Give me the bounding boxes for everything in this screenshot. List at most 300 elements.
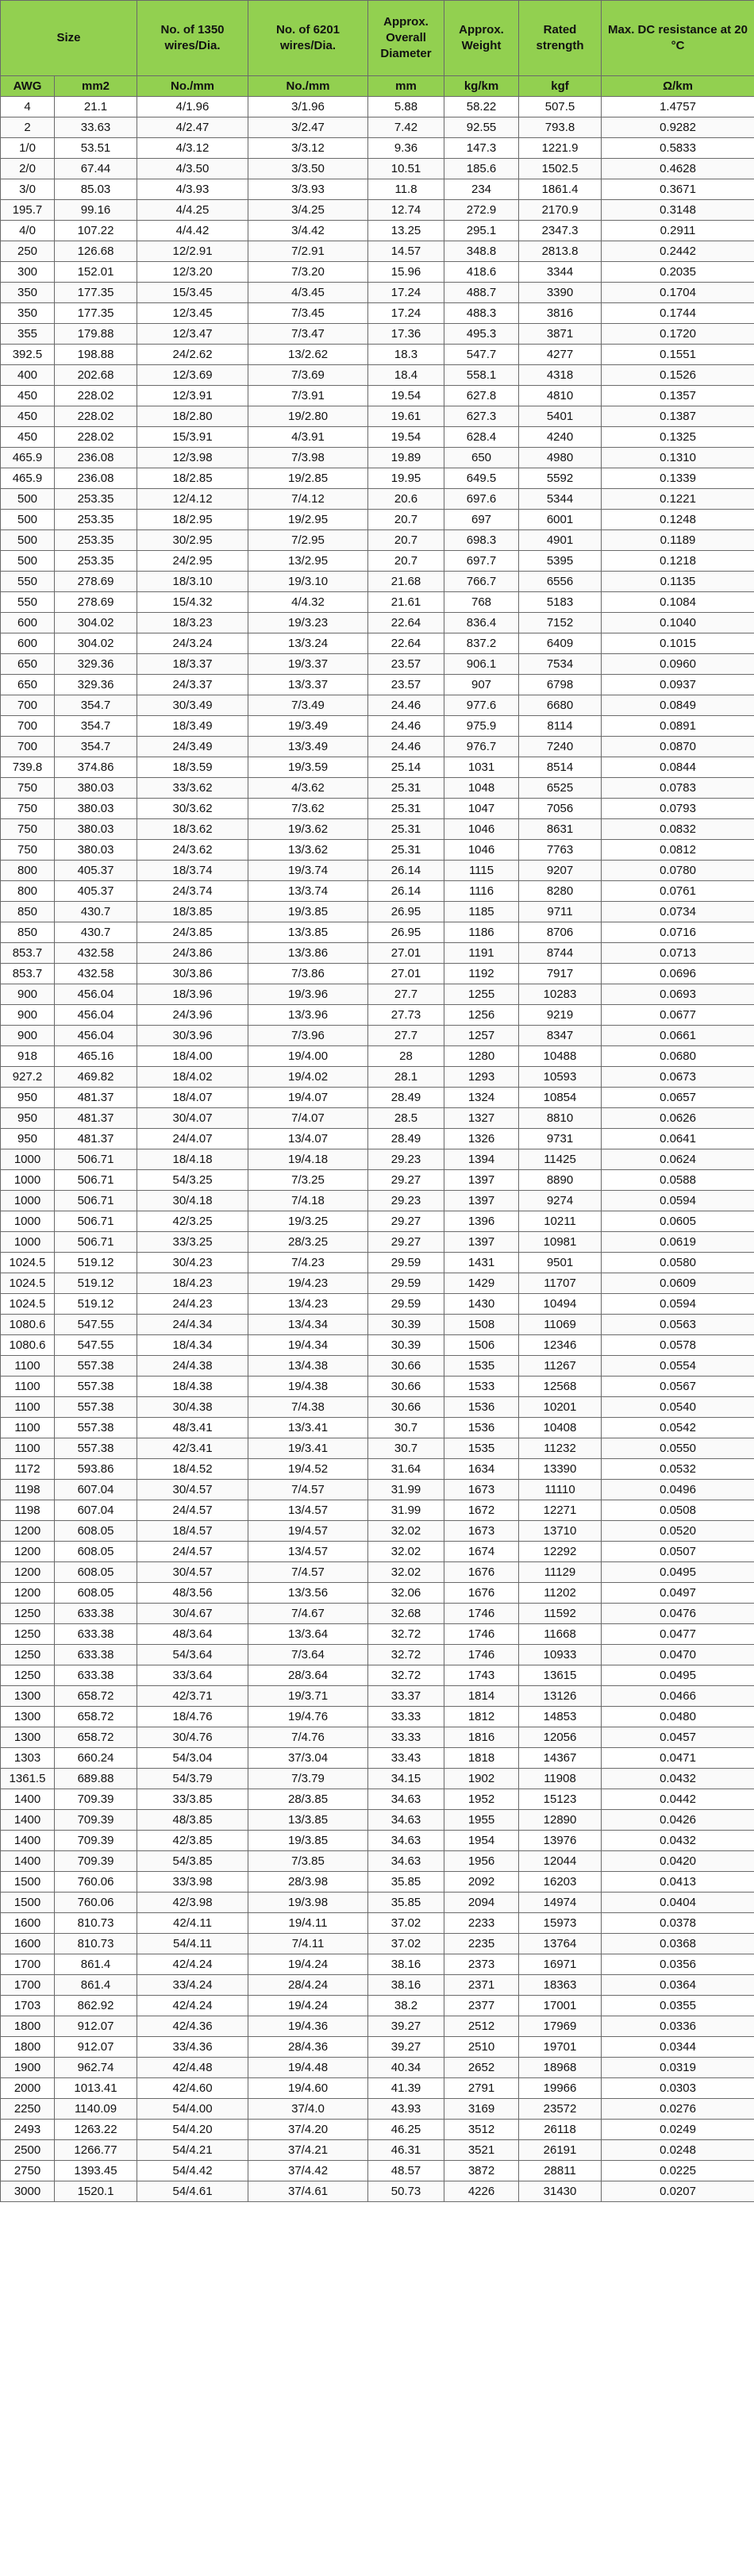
cell-resistance: 0.1387 (602, 406, 754, 427)
cell-mm2: 456.04 (55, 984, 137, 1005)
cell-wires-6201: 19/4.38 (248, 1377, 368, 1397)
table-row (1, 633, 754, 654)
cell-wires-6201: 7/3.25 (248, 1170, 368, 1191)
cell-awg: 1200 (1, 1521, 55, 1542)
table-row (1, 778, 754, 799)
cell-weight: 1536 (444, 1397, 519, 1418)
cell-diameter: 39.27 (368, 2037, 444, 2058)
cell-weight: 1536 (444, 1418, 519, 1438)
cell-wires-6201: 7/3.20 (248, 262, 368, 283)
cell-awg: 1200 (1, 1542, 55, 1562)
cell-awg: 800 (1, 861, 55, 881)
cell-wires-6201: 37/4.61 (248, 2181, 368, 2202)
table-row (1, 1562, 754, 1583)
cell-wires-1350: 24/4.34 (137, 1315, 248, 1335)
cell-resistance: 0.0495 (602, 1665, 754, 1686)
table-row (1, 1026, 754, 1046)
cell-mm2: 430.7 (55, 902, 137, 922)
cell-wires-6201: 3/2.47 (248, 117, 368, 138)
cell-mm2: 760.06 (55, 1872, 137, 1893)
cell-strength: 31430 (519, 2181, 602, 2202)
cell-wires-1350: 33/4.36 (137, 2037, 248, 2058)
cell-mm2: 1263.22 (55, 2120, 137, 2140)
cell-strength: 4810 (519, 386, 602, 406)
cell-weight: 92.55 (444, 117, 519, 138)
cell-mm2: 658.72 (55, 1707, 137, 1727)
cell-mm2: 861.4 (55, 1954, 137, 1975)
cell-wires-1350: 54/3.79 (137, 1769, 248, 1789)
cell-mm2: 709.39 (55, 1789, 137, 1810)
cell-mm2: 278.69 (55, 592, 137, 613)
table-row (1, 984, 754, 1005)
table-row (1, 1232, 754, 1253)
cell-awg: 800 (1, 881, 55, 902)
cell-mm2: 660.24 (55, 1748, 137, 1769)
cell-diameter: 32.72 (368, 1665, 444, 1686)
table-row (1, 324, 754, 345)
table-row (1, 613, 754, 633)
cell-strength: 4240 (519, 427, 602, 448)
cell-awg: 1250 (1, 1604, 55, 1624)
cell-resistance: 0.0355 (602, 1996, 754, 2016)
table-row (1, 159, 754, 179)
cell-awg: 350 (1, 303, 55, 324)
cell-weight: 1429 (444, 1273, 519, 1294)
table-row (1, 922, 754, 943)
table-row (1, 1294, 754, 1315)
table-row (1, 262, 754, 283)
table-row (1, 675, 754, 695)
cell-awg: 1800 (1, 2016, 55, 2037)
cell-wires-1350: 48/3.56 (137, 1583, 248, 1604)
cell-wires-1350: 54/4.20 (137, 2120, 248, 2140)
cell-mm2: 374.86 (55, 757, 137, 778)
cell-wires-6201: 7/3.69 (248, 365, 368, 386)
cell-mm2: 329.36 (55, 654, 137, 675)
cell-weight: 1506 (444, 1335, 519, 1356)
cell-mm2: 608.05 (55, 1521, 137, 1542)
cell-weight: 1676 (444, 1583, 519, 1604)
table-row (1, 2099, 754, 2120)
cell-resistance: 0.1189 (602, 530, 754, 551)
cell-diameter: 19.54 (368, 427, 444, 448)
cell-awg: 1361.5 (1, 1769, 55, 1789)
cell-strength: 12292 (519, 1542, 602, 1562)
cell-awg: 1024.5 (1, 1294, 55, 1315)
cell-awg: 1200 (1, 1583, 55, 1604)
cell-diameter: 17.24 (368, 303, 444, 324)
cell-awg: 500 (1, 510, 55, 530)
cell-weight: 697.7 (444, 551, 519, 572)
cell-mm2: 607.04 (55, 1500, 137, 1521)
cell-awg: 1300 (1, 1686, 55, 1707)
cell-weight: 1634 (444, 1459, 519, 1480)
cell-mm2: 1266.77 (55, 2140, 137, 2161)
cell-awg: 3/0 (1, 179, 55, 200)
cell-diameter: 19.95 (368, 468, 444, 489)
cell-mm2: 519.12 (55, 1273, 137, 1294)
cell-resistance: 0.0432 (602, 1769, 754, 1789)
cell-wires-6201: 7/2.95 (248, 530, 368, 551)
cell-wires-6201: 13/4.38 (248, 1356, 368, 1377)
cell-wires-1350: 12/3.91 (137, 386, 248, 406)
cell-resistance: 0.1084 (602, 592, 754, 613)
cell-weight: 906.1 (444, 654, 519, 675)
cell-awg: 450 (1, 406, 55, 427)
cell-awg: 1400 (1, 1851, 55, 1872)
cell-diameter: 23.57 (368, 675, 444, 695)
table-row (1, 1624, 754, 1645)
cell-strength: 26118 (519, 2120, 602, 2140)
cell-strength: 10488 (519, 1046, 602, 1067)
cell-resistance: 0.0432 (602, 1831, 754, 1851)
table-row (1, 1438, 754, 1459)
cell-diameter: 38.16 (368, 1975, 444, 1996)
cell-awg: 1900 (1, 2058, 55, 2078)
table-row (1, 1727, 754, 1748)
cell-weight: 348.8 (444, 241, 519, 262)
cell-diameter: 17.24 (368, 283, 444, 303)
cell-wires-6201: 7/4.76 (248, 1727, 368, 1748)
cell-resistance: 0.3671 (602, 179, 754, 200)
table-row (1, 179, 754, 200)
cell-weight: 1116 (444, 881, 519, 902)
cell-mm2: 506.71 (55, 1170, 137, 1191)
cell-wires-1350: 30/2.95 (137, 530, 248, 551)
cell-strength: 4901 (519, 530, 602, 551)
cell-wires-1350: 24/4.38 (137, 1356, 248, 1377)
cell-diameter: 30.7 (368, 1418, 444, 1438)
cell-awg: 1100 (1, 1438, 55, 1459)
cell-wires-1350: 54/3.64 (137, 1645, 248, 1665)
cell-mm2: 1520.1 (55, 2181, 137, 2202)
cell-strength: 5401 (519, 406, 602, 427)
cell-wires-1350: 15/3.45 (137, 283, 248, 303)
table-row (1, 448, 754, 468)
cell-wires-1350: 24/4.57 (137, 1500, 248, 1521)
cell-diameter: 11.8 (368, 179, 444, 200)
cell-wires-6201: 3/1.96 (248, 97, 368, 117)
cell-wires-1350: 24/4.23 (137, 1294, 248, 1315)
table-body (1, 97, 754, 2202)
cell-wires-6201: 7/3.85 (248, 1851, 368, 1872)
cell-diameter: 30.39 (368, 1335, 444, 1356)
table-row (1, 1954, 754, 1975)
cell-awg: 700 (1, 716, 55, 737)
cell-wires-6201: 19/3.41 (248, 1438, 368, 1459)
cell-wires-1350: 54/3.04 (137, 1748, 248, 1769)
cell-resistance: 0.0624 (602, 1149, 754, 1170)
cell-strength: 4318 (519, 365, 602, 386)
cell-wires-6201: 13/3.74 (248, 881, 368, 902)
cell-resistance: 0.1744 (602, 303, 754, 324)
cell-awg: 1100 (1, 1377, 55, 1397)
unit-kgf: kgf (519, 76, 602, 97)
header-strength: Rated strength (519, 1, 602, 76)
cell-weight: 837.2 (444, 633, 519, 654)
cell-wires-1350: 54/4.21 (137, 2140, 248, 2161)
table-row (1, 241, 754, 262)
cell-mm2: 99.16 (55, 200, 137, 221)
cell-resistance: 0.0832 (602, 819, 754, 840)
table-row (1, 737, 754, 757)
table-row (1, 1851, 754, 1872)
cell-awg: 1250 (1, 1665, 55, 1686)
cell-strength: 6409 (519, 633, 602, 654)
cell-wires-1350: 30/3.96 (137, 1026, 248, 1046)
cell-resistance: 0.0470 (602, 1645, 754, 1665)
cell-wires-1350: 54/4.61 (137, 2181, 248, 2202)
cell-resistance: 0.0378 (602, 1913, 754, 1934)
cell-awg: 1500 (1, 1893, 55, 1913)
cell-wires-1350: 15/3.91 (137, 427, 248, 448)
cell-strength: 9501 (519, 1253, 602, 1273)
cell-awg: 1400 (1, 1789, 55, 1810)
cell-strength: 2170.9 (519, 200, 602, 221)
cell-diameter: 22.64 (368, 633, 444, 654)
table-row (1, 1500, 754, 1521)
cell-wires-1350: 18/3.96 (137, 984, 248, 1005)
cell-resistance: 0.0303 (602, 2078, 754, 2099)
cell-diameter: 31.64 (368, 1459, 444, 1480)
cell-resistance: 0.1218 (602, 551, 754, 572)
cell-diameter: 32.02 (368, 1542, 444, 1562)
cell-strength: 7917 (519, 964, 602, 984)
cell-resistance: 0.0471 (602, 1748, 754, 1769)
cell-wires-6201: 7/4.57 (248, 1562, 368, 1583)
cell-awg: 1250 (1, 1624, 55, 1645)
cell-mm2: 608.05 (55, 1583, 137, 1604)
table-row (1, 510, 754, 530)
cell-weight: 1508 (444, 1315, 519, 1335)
cell-strength: 11425 (519, 1149, 602, 1170)
cell-weight: 1255 (444, 984, 519, 1005)
cell-weight: 1954 (444, 1831, 519, 1851)
cell-mm2: 354.7 (55, 737, 137, 757)
cell-diameter: 31.99 (368, 1480, 444, 1500)
cell-wires-6201: 37/3.04 (248, 1748, 368, 1769)
cell-resistance: 0.0677 (602, 1005, 754, 1026)
cell-resistance: 0.0507 (602, 1542, 754, 1562)
cell-resistance: 0.0734 (602, 902, 754, 922)
cell-resistance: 0.0619 (602, 1232, 754, 1253)
cell-mm2: 329.36 (55, 675, 137, 695)
cell-mm2: 709.39 (55, 1831, 137, 1851)
cell-resistance: 0.0605 (602, 1211, 754, 1232)
cell-resistance: 1.4757 (602, 97, 754, 117)
table-row (1, 964, 754, 984)
cell-resistance: 0.1310 (602, 448, 754, 468)
table-row (1, 2058, 754, 2078)
cell-mm2: 126.68 (55, 241, 137, 262)
cell-weight: 628.4 (444, 427, 519, 448)
cell-awg: 1000 (1, 1232, 55, 1253)
cell-weight: 1814 (444, 1686, 519, 1707)
cell-wires-1350: 12/4.12 (137, 489, 248, 510)
cell-strength: 8114 (519, 716, 602, 737)
table-row (1, 1335, 754, 1356)
cell-mm2: 862.92 (55, 1996, 137, 2016)
cell-wires-1350: 18/3.37 (137, 654, 248, 675)
cell-mm2: 547.55 (55, 1315, 137, 1335)
cell-wires-6201: 19/4.48 (248, 2058, 368, 2078)
cell-awg: 2493 (1, 2120, 55, 2140)
cell-weight: 2791 (444, 2078, 519, 2099)
cell-weight: 1676 (444, 1562, 519, 1583)
table-row (1, 427, 754, 448)
cell-wires-1350: 42/3.85 (137, 1831, 248, 1851)
cell-diameter: 37.02 (368, 1934, 444, 1954)
cell-weight: 2373 (444, 1954, 519, 1975)
cell-awg: 2000 (1, 2078, 55, 2099)
cell-strength: 6556 (519, 572, 602, 592)
cell-resistance: 0.0550 (602, 1438, 754, 1459)
cell-wires-1350: 30/4.57 (137, 1480, 248, 1500)
cell-resistance: 0.0578 (602, 1335, 754, 1356)
cell-awg: 1300 (1, 1727, 55, 1748)
cell-awg: 1800 (1, 2037, 55, 2058)
cell-mm2: 861.4 (55, 1975, 137, 1996)
cell-weight: 2510 (444, 2037, 519, 2058)
cell-wires-1350: 33/3.85 (137, 1789, 248, 1810)
cell-wires-1350: 24/4.07 (137, 1129, 248, 1149)
cell-resistance: 0.1551 (602, 345, 754, 365)
cell-wires-1350: 4/2.47 (137, 117, 248, 138)
cell-awg: 650 (1, 654, 55, 675)
cell-awg: 1600 (1, 1913, 55, 1934)
unit-mm: mm (368, 76, 444, 97)
cell-wires-6201: 19/4.11 (248, 1913, 368, 1934)
cell-wires-1350: 18/3.59 (137, 757, 248, 778)
cell-diameter: 32.02 (368, 1562, 444, 1583)
cell-wires-1350: 18/4.52 (137, 1459, 248, 1480)
cell-diameter: 29.27 (368, 1232, 444, 1253)
cell-resistance: 0.0497 (602, 1583, 754, 1604)
table-row (1, 468, 754, 489)
cell-diameter: 32.72 (368, 1624, 444, 1645)
cell-mm2: 481.37 (55, 1129, 137, 1149)
cell-diameter: 30.7 (368, 1438, 444, 1459)
cell-mm2: 177.35 (55, 303, 137, 324)
table-row (1, 1604, 754, 1624)
cell-wires-6201: 7/4.67 (248, 1604, 368, 1624)
cell-weight: 1031 (444, 757, 519, 778)
cell-mm2: 85.03 (55, 179, 137, 200)
cell-mm2: 430.7 (55, 922, 137, 943)
cell-mm2: 658.72 (55, 1686, 137, 1707)
cell-mm2: 21.1 (55, 97, 137, 117)
cell-wires-6201: 4/3.45 (248, 283, 368, 303)
cell-resistance: 0.2035 (602, 262, 754, 283)
cell-wires-1350: 4/3.50 (137, 159, 248, 179)
cell-weight: 1256 (444, 1005, 519, 1026)
cell-mm2: 506.71 (55, 1191, 137, 1211)
cell-weight: 1431 (444, 1253, 519, 1273)
cell-strength: 7056 (519, 799, 602, 819)
cell-mm2: 53.51 (55, 138, 137, 159)
cell-strength: 12056 (519, 1727, 602, 1748)
cell-wires-1350: 12/3.47 (137, 324, 248, 345)
unit-awg: AWG (1, 76, 55, 97)
cell-strength: 9219 (519, 1005, 602, 1026)
cell-wires-1350: 42/4.36 (137, 2016, 248, 2037)
cell-diameter: 29.27 (368, 1170, 444, 1191)
cell-strength: 7534 (519, 654, 602, 675)
cell-weight: 1394 (444, 1149, 519, 1170)
cell-wires-6201: 19/3.25 (248, 1211, 368, 1232)
cell-strength: 3816 (519, 303, 602, 324)
cell-resistance: 0.0588 (602, 1170, 754, 1191)
cell-awg: 950 (1, 1129, 55, 1149)
cell-strength: 1221.9 (519, 138, 602, 159)
cell-wires-6201: 19/4.60 (248, 2078, 368, 2099)
cell-wires-1350: 42/3.41 (137, 1438, 248, 1459)
cell-strength: 11202 (519, 1583, 602, 1604)
cell-mm2: 557.38 (55, 1438, 137, 1459)
cell-mm2: 380.03 (55, 778, 137, 799)
cell-mm2: 253.35 (55, 510, 137, 530)
cell-diameter: 29.23 (368, 1191, 444, 1211)
cell-diameter: 30.66 (368, 1397, 444, 1418)
cell-awg: 1000 (1, 1149, 55, 1170)
table-row (1, 1996, 754, 2016)
cell-resistance: 0.0420 (602, 1851, 754, 1872)
cell-strength: 11110 (519, 1480, 602, 1500)
cell-resistance: 0.0673 (602, 1067, 754, 1088)
cell-awg: 850 (1, 922, 55, 943)
cell-weight: 1185 (444, 902, 519, 922)
cell-awg: 1100 (1, 1418, 55, 1438)
cell-strength: 13390 (519, 1459, 602, 1480)
cell-strength: 13710 (519, 1521, 602, 1542)
table-row (1, 799, 754, 819)
cell-weight: 976.7 (444, 737, 519, 757)
cell-diameter: 27.01 (368, 943, 444, 964)
cell-diameter: 35.85 (368, 1872, 444, 1893)
cell-strength: 19701 (519, 2037, 602, 2058)
cell-strength: 14367 (519, 1748, 602, 1769)
cell-awg: 500 (1, 530, 55, 551)
cell-resistance: 0.2442 (602, 241, 754, 262)
cell-wires-1350: 12/2.91 (137, 241, 248, 262)
cell-awg: 2 (1, 117, 55, 138)
cell-weight: 488.7 (444, 283, 519, 303)
cell-wires-1350: 18/2.80 (137, 406, 248, 427)
cell-wires-6201: 19/4.34 (248, 1335, 368, 1356)
cell-diameter: 20.7 (368, 510, 444, 530)
cell-diameter: 18.3 (368, 345, 444, 365)
cell-diameter: 26.14 (368, 881, 444, 902)
cell-strength: 7152 (519, 613, 602, 633)
cell-awg: 2/0 (1, 159, 55, 179)
cell-weight: 1746 (444, 1604, 519, 1624)
cell-wires-1350: 30/4.23 (137, 1253, 248, 1273)
cell-wires-1350: 18/4.34 (137, 1335, 248, 1356)
cell-weight: 1397 (444, 1232, 519, 1253)
cell-wires-1350: 24/3.37 (137, 675, 248, 695)
cell-wires-6201: 7/3.49 (248, 695, 368, 716)
cell-resistance: 0.0594 (602, 1294, 754, 1315)
cell-wires-1350: 42/4.24 (137, 1954, 248, 1975)
cell-strength: 11129 (519, 1562, 602, 1583)
cell-diameter: 30.66 (368, 1356, 444, 1377)
cell-strength: 3390 (519, 283, 602, 303)
cell-wires-1350: 24/3.86 (137, 943, 248, 964)
cell-weight: 907 (444, 675, 519, 695)
cell-wires-6201: 7/4.18 (248, 1191, 368, 1211)
cell-awg: 2250 (1, 2099, 55, 2120)
cell-resistance: 0.0563 (602, 1315, 754, 1335)
